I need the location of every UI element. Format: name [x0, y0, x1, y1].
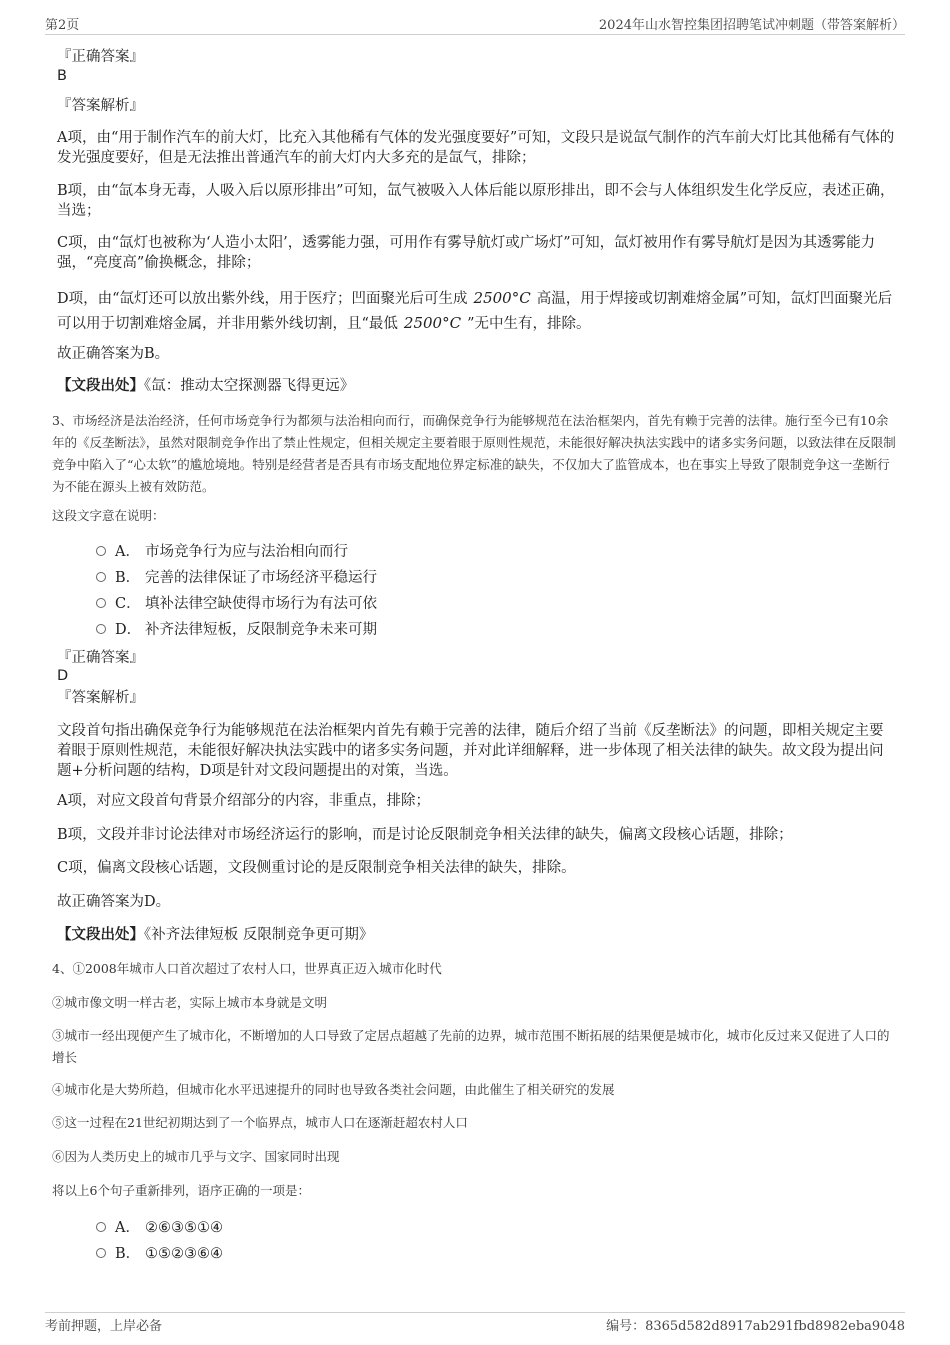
q2-conclusion: 故正确答案为B。: [57, 346, 170, 362]
q3-option-a[interactable]: [96, 542, 348, 562]
q3-analysis-a: A项，对应文段首句背景介绍部分的内容，非重点，排除；: [57, 793, 430, 809]
q4-sentence-5: ⑤这一过程在21世纪初期达到了一个临界点，城市人口在逐渐赶超农村人口: [52, 1115, 468, 1130]
radio-icon[interactable]: [96, 598, 106, 608]
q3-option-c-text: 填补法律空缺使得市场行为有法可依: [145, 596, 377, 612]
q2-answer-label: 『正确答案』: [57, 49, 144, 65]
q4-option-a-key: A．: [115, 1220, 140, 1236]
q3-option-d-key: D．: [115, 622, 142, 638]
q4-question: 将以上6个句子重新排列，语序正确的一项是：: [52, 1183, 310, 1198]
q4-sentence-4: ④城市化是大势所趋，但城市化水平迅速提升的同时也导致各类社会问题，由此催生了相关研究的发展: [52, 1082, 615, 1097]
q4-option-a[interactable]: [96, 1218, 223, 1238]
q2-analysis-b: B项，由“氙本身无毒，人吸入后以原形排出”可知，氙气被吸入人体后能以原形排出，即不会与人体组织发生化学反应，表述正确，当选；: [57, 183, 895, 219]
q3-option-a-text: 市场竞争行为应与法治相向而行: [145, 544, 348, 560]
page-number: 第2页: [45, 18, 80, 33]
radio-icon[interactable]: [96, 546, 106, 556]
q4-option-b[interactable]: [96, 1244, 223, 1264]
q2-analysis-d-part3: ”无中生有，排除。: [467, 316, 591, 332]
q3-option-c[interactable]: [96, 594, 377, 614]
radio-icon[interactable]: [96, 1222, 106, 1232]
q3-option-b[interactable]: [96, 568, 377, 588]
radio-icon[interactable]: [96, 1248, 106, 1258]
document-title: 2024年山水智控集团招聘笔试冲刺题（带答案解析）: [598, 18, 905, 33]
q2-source-label: 【文段出处】: [57, 377, 144, 394]
q4-sentence-2: ②城市像文明一样古老，实际上城市本身就是文明: [52, 995, 328, 1010]
q3-conclusion: 故正确答案为D。: [57, 894, 171, 910]
q3-analysis-b: B项，文段并非讨论法律对市场经济运行的影响，而是讨论反限制竞争相关法律的缺失，偏离文段核心话题，排除；: [57, 827, 793, 843]
q3-source-title: 《补齐法律短板 反限制竞争更可期》: [144, 927, 374, 943]
q4-sentence-3: ③城市一经出现便产生了城市化，不断增加的人口导致了定居点超越了先前的边界，城市范围不断拓展的结果便是城市化，城市化反过来又促进了人口的增长: [52, 1028, 890, 1065]
q3-source-label: 【文段出处】: [57, 926, 144, 943]
q3-source: [57, 925, 895, 945]
q4-sentence-6: ⑥因为人类历史上的城市几乎与文字、国家同时出现: [52, 1149, 340, 1164]
q2-answer: B: [57, 68, 67, 84]
q3-option-b-key: B．: [115, 570, 141, 586]
q4-option-b-key: B．: [115, 1246, 141, 1262]
radio-icon[interactable]: [96, 572, 106, 582]
q3-option-d[interactable]: [96, 620, 377, 640]
q2-math-temp-2: 2500°C: [403, 314, 462, 332]
q3-option-b-text: 完善的法律保证了市场经济平稳运行: [145, 570, 377, 586]
q4-sentence-1: 4、①2008年城市人口首次超过了农村人口，世界真正迈入城市化时代: [52, 961, 442, 976]
q2-analysis-d: [57, 286, 895, 336]
page-footer: [45, 1312, 905, 1337]
q2-source: [57, 376, 895, 396]
q4-option-b-text: ①⑤②③⑥④: [145, 1246, 223, 1262]
page-header: [45, 14, 905, 35]
q3-option-c-key: C．: [115, 596, 141, 612]
q3-answer: D: [57, 668, 69, 684]
document-id: 编号：8365d582d8917ab291fbd8982eba9048: [606, 1319, 905, 1334]
q3-stem: 3、市场经济是法治经济，任何市场竞争行为都须与法治相向而行，而确保竞争行为能够规范在法治框架内，首先有赖于完善的法律。施行至今已有10余年的《反垄断法》，虽然对限制竞争作出了禁止性规定，但相关规定主要着眼于原则性规范，未能很好解决执法实践中的诸多实务问题，以致法律在反限制竞争中陷入了“心太软”的尴尬境地。特别是经营者是否具有市场支配地位界定标准的缺失，不仅加大了监管成本，也在事实上导致了限制竞争这一垄断行为不能在源头上被有效防范。: [52, 413, 896, 494]
footer-slogan: 考前押题，上岸必备: [45, 1319, 163, 1334]
q3-answer-label: 『正确答案』: [57, 650, 144, 666]
q2-source-title: 《氙：推动太空探测器飞得更远》: [144, 378, 355, 394]
q2-math-temp-1: 2500°C: [473, 289, 531, 307]
q4-option-a-text: ②⑥③⑤①④: [145, 1220, 223, 1236]
q2-analysis-d-part1: D项，由“氙灯还可以放出紫外线，用于医疗；凹面聚光后可生成: [57, 291, 468, 307]
q3-analysis-label: 『答案解析』: [57, 690, 144, 706]
q2-analysis-d-part2: 高温，用于焊接或切割难熔金属”可知，氙灯凹面聚光后可以用于切割难熔金属，并非用紫外线切割，且“最低: [57, 291, 893, 332]
q3-analysis: 文段首句指出确保竞争行为能够规范在法治框架内首先有赖于完善的法律，随后介绍了当前《反垄断法》的问题，即相关规定主要着眼于原则性规范，未能很好解决执法实践中的诸多实务问题，并对此详细解释，进一步体现了相关法律的缺失。故文段为提出问题+分析问题的结构，D项是针对文段问题提出的对策，当选。: [57, 723, 884, 779]
q3-option-d-text: 补齐法律短板，反限制竞争未来可期: [145, 622, 377, 638]
radio-icon[interactable]: [96, 624, 106, 634]
q2-analysis-label: 『答案解析』: [57, 98, 144, 114]
q3-analysis-c: C项，偏离文段核心话题，文段侧重讨论的是反限制竞争相关法律的缺失，排除。: [57, 860, 576, 876]
q2-analysis-a: A项，由“用于制作汽车的前大灯，比充入其他稀有气体的发光强度要好”可知，文段只是说氙气制作的汽车前大灯比其他稀有气体的发光强度要好，但是无法推出普通汽车的前大灯内大多充的是氙气，排除；: [57, 130, 895, 166]
q3-question: 这段文字意在说明：: [52, 508, 165, 523]
q2-analysis-c: C项，由“氙灯也被称为‘人造小太阳’，透雾能力强，可用作有雾导航灯或广场灯”可知，氙灯被用作有雾导航灯是因为其透雾能力强，“亮度高”偷换概念，排除；: [57, 235, 876, 271]
q3-option-a-key: A．: [115, 544, 140, 560]
